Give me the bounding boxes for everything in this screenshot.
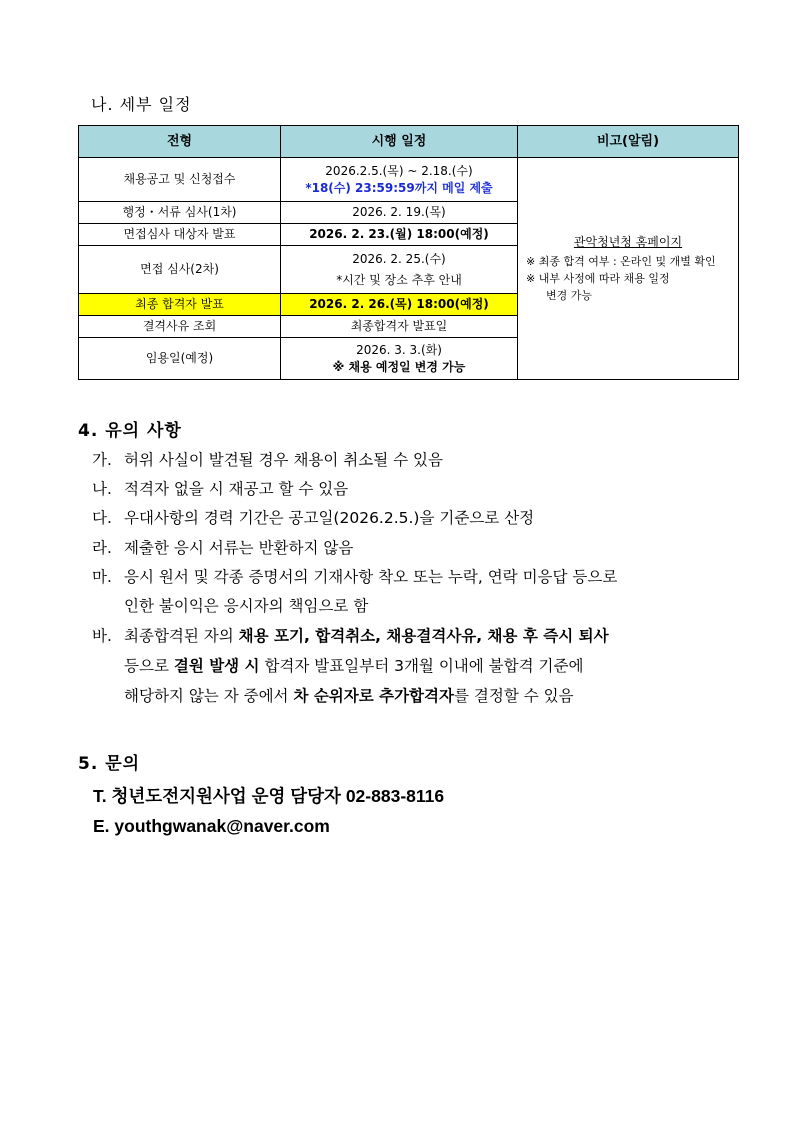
schedule-text: 2026. 3. 3.(화) — [356, 342, 442, 357]
deadline-note: *18(수) 23:59:59까지 메일 제출 — [305, 180, 493, 195]
item-text: 합격자 발표일부터 3개월 이내에 불합격 기준에 — [259, 657, 584, 675]
item-text: 해당하지 않는 자 중에서 — [124, 687, 294, 705]
note-line: ※ 내부 사정에 따라 채용 일정 — [526, 271, 670, 285]
item-continuation — [124, 652, 583, 681]
schedule-text: 2026. 2. 25.(수) — [352, 251, 446, 266]
stage-cell: 최종 합격자 발표 — [79, 294, 281, 316]
table-row — [79, 158, 739, 202]
item-text: 응시 원서 및 각종 증명서의 기재사항 착오 또는 누락, 연락 미응답 등으로 — [124, 568, 618, 586]
item-emphasis: 차 순위자로 추가합격자 — [293, 687, 454, 705]
stage-cell: 채용공고 및 신청접수 — [79, 158, 281, 202]
contact-heading: 5. 문의 — [78, 754, 141, 774]
item-marker: 가. — [92, 451, 112, 469]
item-marker: 바. — [92, 627, 112, 645]
stage-cell: 면접심사 대상자 발표 — [79, 224, 281, 246]
header-schedule: 시행 일정 — [281, 126, 518, 158]
contact-phone: T. 청년도전지원사업 운영 담당자 02-883-8116 — [93, 786, 445, 806]
stage-cell: 행정・서류 심사(1차) — [79, 202, 281, 224]
schedule-subnote: ※ 채용 예정일 변경 가능 — [332, 359, 466, 374]
note-cell — [518, 158, 739, 380]
item-emphasis: 결원 발생 시 — [173, 657, 260, 675]
item-marker: 나. — [92, 480, 112, 498]
schedule-cell: 2026. 2. 26.(목) 18:00(예정) — [281, 294, 518, 316]
item-text: 를 결정할 수 있음 — [453, 687, 574, 705]
item-text: 적격자 없을 시 재공고 할 수 있음 — [124, 480, 349, 498]
item-marker: 다. — [92, 509, 112, 527]
item-emphasis: 채용 포기, 합격취소, 채용결격사유, 채용 후 즉시 퇴사 — [238, 627, 609, 645]
item-text: 등으로 — [124, 657, 174, 675]
schedule-cell: 2026. 2. 23.(월) 18:00(예정) — [281, 224, 518, 246]
list-item — [92, 563, 617, 592]
notes-heading: 4. 유의 사항 — [78, 421, 182, 441]
stage-cell: 결격사유 조회 — [79, 316, 281, 338]
header-note: 비고(알림) — [518, 126, 739, 158]
list-item — [92, 475, 348, 504]
schedule-text: 2026.2.5.(목) ~ 2.18.(수) — [325, 163, 473, 178]
schedule-cell: 최종합격자 발표일 — [281, 316, 518, 338]
note-line: 변경 가능 — [546, 288, 593, 302]
schedule-cell — [281, 338, 518, 380]
list-item — [92, 534, 353, 563]
note-line: ※ 최종 합격 여부 : 온라인 및 개별 확인 — [526, 254, 716, 268]
schedule-cell — [281, 246, 518, 294]
schedule-cell: 2026. 2. 19.(목) — [281, 202, 518, 224]
stage-cell: 임용일(예정) — [79, 338, 281, 380]
table-header-row — [79, 126, 739, 158]
item-marker: 라. — [92, 539, 112, 557]
list-item — [92, 446, 443, 475]
schedule-table — [78, 125, 739, 380]
item-text: 허위 사실이 발견될 경우 채용이 취소될 수 있음 — [124, 451, 443, 469]
item-text: 우대사항의 경력 기간은 공고일(2026.2.5.)을 기준으로 산정 — [124, 509, 535, 527]
schedule-subnote: *시간 및 장소 추후 안내 — [336, 272, 462, 287]
stage-cell: 면접 심사(2차) — [79, 246, 281, 294]
contact-email: E. youthgwanak@naver.com — [93, 816, 330, 836]
item-marker: 마. — [92, 568, 112, 586]
schedule-cell — [281, 158, 518, 202]
item-text: 최종합격된 자의 — [124, 627, 239, 645]
subheading: 나. 세부 일정 — [91, 95, 192, 114]
list-item — [92, 622, 609, 651]
item-continuation — [124, 682, 574, 711]
list-item — [92, 504, 534, 533]
note-title: 관악청년청 홈페이지 — [573, 234, 683, 249]
item-continuation: 인한 불이익은 응시자의 책임으로 함 — [124, 597, 369, 615]
header-stage: 전형 — [79, 126, 281, 158]
item-text: 제출한 응시 서류는 반환하지 않음 — [124, 539, 354, 557]
